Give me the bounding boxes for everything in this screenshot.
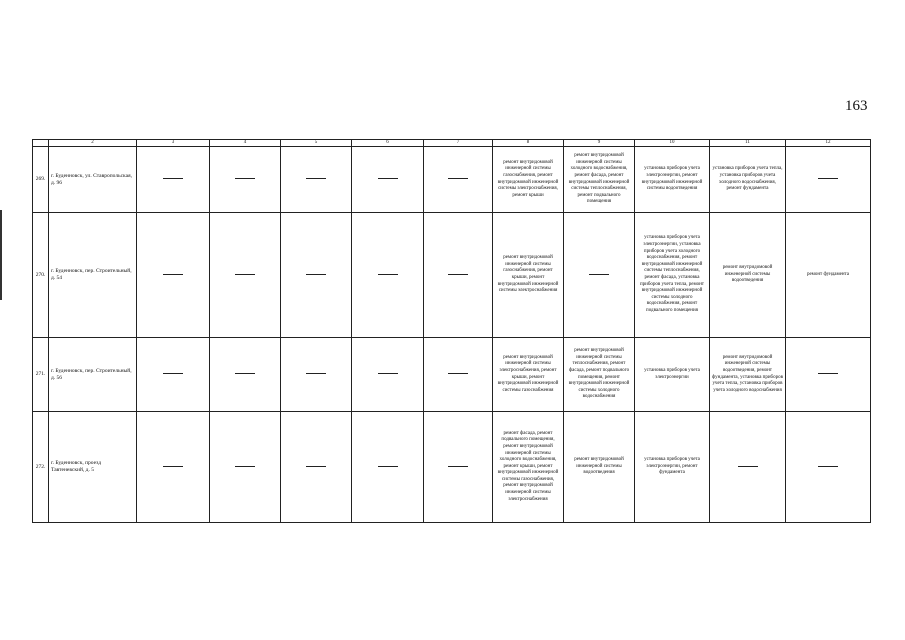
- empty-cell: [710, 412, 786, 523]
- dash-mark: [306, 178, 326, 179]
- column-number: 11: [710, 140, 786, 147]
- work-cell: ремонт фасада, ремонт подвального помещения, ремонт внутридомовой инженерной системы холодного водоснабжения, ремонт крыши, ремонт внутридомовой инженерной системы газоснабжения, ремонт внутридомовой инженерной системы электроснабжения: [493, 412, 564, 523]
- work-cell: ремонт внутридомовой инженерной системы газоснабжения, ремонт внутридомовой инженерной системы электроснабжения, ремонт крыши: [493, 147, 564, 213]
- empty-cell: [137, 338, 210, 412]
- empty-cell: [137, 412, 210, 523]
- empty-cell: [281, 338, 352, 412]
- dash-mark: [818, 466, 838, 467]
- work-cell: установка приборов учета электроэнергии: [635, 338, 710, 412]
- empty-cell: [424, 213, 493, 338]
- work-cell: ремонт внутридомовой инженерной системы водоотведения, ремонт фундамента, установка приборов учета тепла, установка приборов учета холодного водоснабжения: [710, 338, 786, 412]
- dash-mark: [235, 178, 255, 179]
- empty-cell: [786, 147, 871, 213]
- column-number: 10: [635, 140, 710, 147]
- work-cell: ремонт внутридомовой инженерной системы водоотведения: [710, 213, 786, 338]
- dash-mark: [163, 178, 183, 179]
- dash-mark: [306, 466, 326, 467]
- column-number: 4: [210, 140, 281, 147]
- empty-cell: [352, 412, 424, 523]
- column-number-row: [33, 140, 871, 147]
- address-cell: г. Буденновск, пер. Строительный, д. 56: [49, 338, 137, 412]
- table-row: [33, 213, 871, 338]
- column-number: 6: [352, 140, 424, 147]
- column-number: 8: [493, 140, 564, 147]
- dash-mark: [235, 373, 255, 374]
- dash-mark: [235, 466, 255, 467]
- dash-mark: [378, 178, 398, 179]
- dash-mark: [306, 373, 326, 374]
- empty-cell: [424, 338, 493, 412]
- empty-cell: [352, 147, 424, 213]
- work-cell: установка приборов учета электроэнергии, ремонт внутридомовой инженерной системы водоотведения: [635, 147, 710, 213]
- empty-cell: [281, 147, 352, 213]
- address-cell: г. Буденновск, ул. Ставропольская, д. 96: [49, 147, 137, 213]
- column-number: 3: [137, 140, 210, 147]
- empty-cell: [281, 213, 352, 338]
- work-cell: ремонт фундамента: [786, 213, 871, 338]
- work-cell: ремонт внутридомовой инженерной системы теплоснабжения, ремонт фасада, ремонт подвального помещения, ремонт внутридомовой инженерной системы холодного водоснабжения: [564, 338, 635, 412]
- empty-cell: [786, 412, 871, 523]
- empty-cell: [352, 338, 424, 412]
- empty-cell: [137, 147, 210, 213]
- dash-mark: [163, 466, 183, 467]
- empty-cell: [210, 213, 281, 338]
- row-number: 269.: [33, 147, 49, 213]
- work-cell: установка приборов учета электроэнергии, ремонт фундамента: [635, 412, 710, 523]
- dash-mark: [448, 373, 468, 374]
- empty-cell: [210, 147, 281, 213]
- dash-mark: [448, 466, 468, 467]
- column-number: 2: [49, 140, 137, 147]
- column-number: 12: [786, 140, 871, 147]
- work-cell: ремонт внутридомовой инженерной системы холодного водоснабжения, ремонт фасада, ремонт внутридомовой инженерной системы теплоснабжения, ремонт подвального помещения: [564, 147, 635, 213]
- dash-mark: [163, 274, 183, 275]
- dash-mark: [235, 274, 255, 275]
- row-number: 272.: [33, 412, 49, 523]
- row-number: 270.: [33, 213, 49, 338]
- dash-mark: [306, 274, 326, 275]
- empty-cell: [137, 213, 210, 338]
- address-cell: г. Буденновск, проезд Тавтеневский, д. 5: [49, 412, 137, 523]
- dash-mark: [818, 178, 838, 179]
- empty-cell: [352, 213, 424, 338]
- work-cell: ремонт внутридомовой инженерной системы электроснабжения, ремонт крыши, ремонт внутридомовой инженерной системы газоснабжения: [493, 338, 564, 412]
- scan-edge-mark: [0, 210, 2, 300]
- page-number: 163: [845, 98, 868, 114]
- empty-cell: [564, 213, 635, 338]
- dash-mark: [378, 274, 398, 275]
- dash-mark: [163, 373, 183, 374]
- column-number: 9: [564, 140, 635, 147]
- work-cell: установка приборов учета электроэнергии, установка приборов учета холодного водоснабжения, ремонт внутридомовой инженерной системы теплоснабжения, ремонт фасада, установка приборов учета тепла, ремонт внутридомовой инженерной системы холодного водоснабжения, ремонт подвального помещения: [635, 213, 710, 338]
- address-cell: г. Буденновск, пер. Строительный, д. 54: [49, 213, 137, 338]
- dash-mark: [378, 466, 398, 467]
- table-row: [33, 412, 871, 523]
- empty-cell: [210, 338, 281, 412]
- repair-schedule-table: [32, 139, 871, 523]
- dash-mark: [378, 373, 398, 374]
- column-number: 5: [281, 140, 352, 147]
- empty-cell: [424, 147, 493, 213]
- column-number: 7: [424, 140, 493, 147]
- table-row: [33, 338, 871, 412]
- dash-mark: [448, 274, 468, 275]
- dash-mark: [589, 274, 609, 275]
- dash-mark: [738, 466, 758, 467]
- row-number: 271.: [33, 338, 49, 412]
- column-number: [33, 140, 49, 147]
- empty-cell: [210, 412, 281, 523]
- empty-cell: [786, 338, 871, 412]
- dash-mark: [818, 373, 838, 374]
- work-cell: установка приборов учета тепла, установка приборов учета холодного водоснабжения, ремонт фундамента: [710, 147, 786, 213]
- dash-mark: [448, 178, 468, 179]
- empty-cell: [424, 412, 493, 523]
- work-cell: ремонт внутридомовой инженерной системы водоотведения: [564, 412, 635, 523]
- work-cell: ремонт внутридомовой инженерной системы газоснабжения, ремонт крыши, ремонт внутридомовой инженерной системы электроснабжения: [493, 213, 564, 338]
- table-row: [33, 147, 871, 213]
- empty-cell: [281, 412, 352, 523]
